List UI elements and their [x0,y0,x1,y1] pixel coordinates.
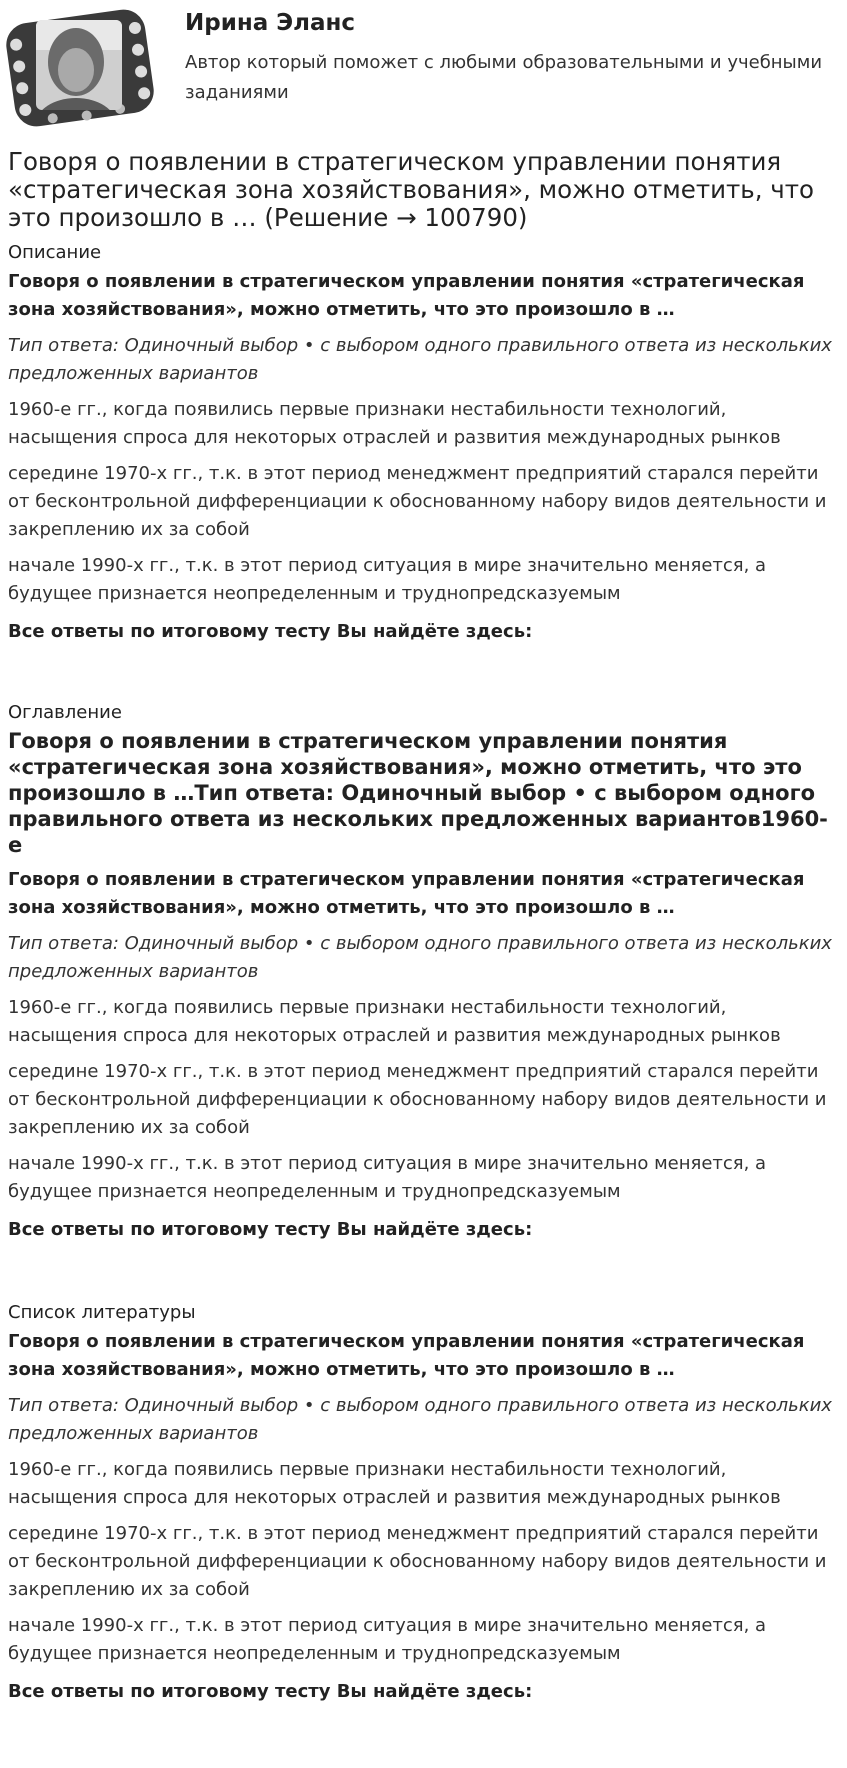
author-header [0,0,847,140]
all-answers-link[interactable]: Все ответы по итоговому тесту Вы найдёте здесь: [8,1681,533,1702]
all-answers-link[interactable]: Все ответы по итоговому тесту Вы найдёте здесь: [8,621,533,642]
page-title: Говоря о появлении в стратегическом управлении понятия «стратегическая зона хозяйствования», можно отметить, что это произошло в … (Решение → 100790) [8,147,815,232]
all-answers-link[interactable]: Все ответы по итоговому тесту Вы найдёте здесь: [8,1219,533,1240]
author-avatar[interactable] [6,6,154,130]
option-3: начале 1990-х гг., т.к. в этот период ситуация в мире значительно меняется, а будущее признается неопределенным и труднопредсказуемым [8,1615,767,1664]
answer-type: Тип ответа: Одиночный выбор • с выбором одного правильного ответа из нескольких предложенных вариантов [8,933,832,982]
option-2: середине 1970-х гг., т.к. в этот период менеджмент предприятий старался перейти от бесконтрольной дифференциации к обоснованному набору видов деятельности и закреплению их за собой [8,463,827,540]
description-section [8,242,838,646]
question-text: Говоря о появлении в стратегическом управлении понятия «стратегическая зона хозяйствования», можно отметить, что это произошло в … [8,869,805,918]
option-3: начале 1990-х гг., т.к. в этот период ситуация в мире значительно меняется, а будущее признается неопределенным и труднопредсказуемым [8,555,767,604]
option-2: середине 1970-х гг., т.к. в этот период менеджмент предприятий старался перейти от бесконтрольной дифференциации к обоснованному набору видов деятельности и закреплению их за собой [8,1523,827,1600]
option-1: 1960-е гг., когда появились первые признаки нестабильности технологий, насыщения спроса для некоторых отраслей и развития международных рынков [8,1459,781,1508]
toc-section [8,702,838,1244]
author-description: Автор который поможет с любыми образовательными и учебными заданиями [185,52,823,103]
option-1: 1960-е гг., когда появились первые признаки нестабильности технологий, насыщения спроса для некоторых отраслей и развития международных рынков [8,399,781,448]
references-section [8,1302,838,1706]
answer-type: Тип ответа: Одиночный выбор • с выбором одного правильного ответа из нескольких предложенных вариантов [8,335,832,384]
answer-type: Тип ответа: Одиночный выбор • с выбором одного правильного ответа из нескольких предложенных вариантов [8,1395,832,1444]
author-name[interactable]: Ирина Эланс [185,10,356,36]
section-label-description: Описание [8,242,102,263]
option-2: середине 1970-х гг., т.к. в этот период менеджмент предприятий старался перейти от бесконтрольной дифференциации к обоснованному набору видов деятельности и закреплению их за собой [8,1061,827,1138]
question-text: Говоря о появлении в стратегическом управлении понятия «стратегическая зона хозяйствования», можно отметить, что это произошло в … [8,271,805,320]
option-1: 1960-е гг., когда появились первые признаки нестабильности технологий, насыщения спроса для некоторых отраслей и развития международных рынков [8,997,781,1046]
section-label-toc: Оглавление [8,702,122,723]
question-text: Говоря о появлении в стратегическом управлении понятия «стратегическая зона хозяйствования», можно отметить, что это произошло в … [8,1331,805,1380]
toc-heading: Говоря о появлении в стратегическом управлении понятия «стратегическая зона хозяйствования», можно отметить, что это произошло в …Тип ответа: Одиночный выбор • с выбором одного правильного ответа из нескольких предложенных вариантов1960-е [8,729,828,857]
section-label-references: Список литературы [8,1302,196,1323]
option-3: начале 1990-х гг., т.к. в этот период ситуация в мире значительно меняется, а будущее признается неопределенным и труднопредсказуемым [8,1153,767,1202]
